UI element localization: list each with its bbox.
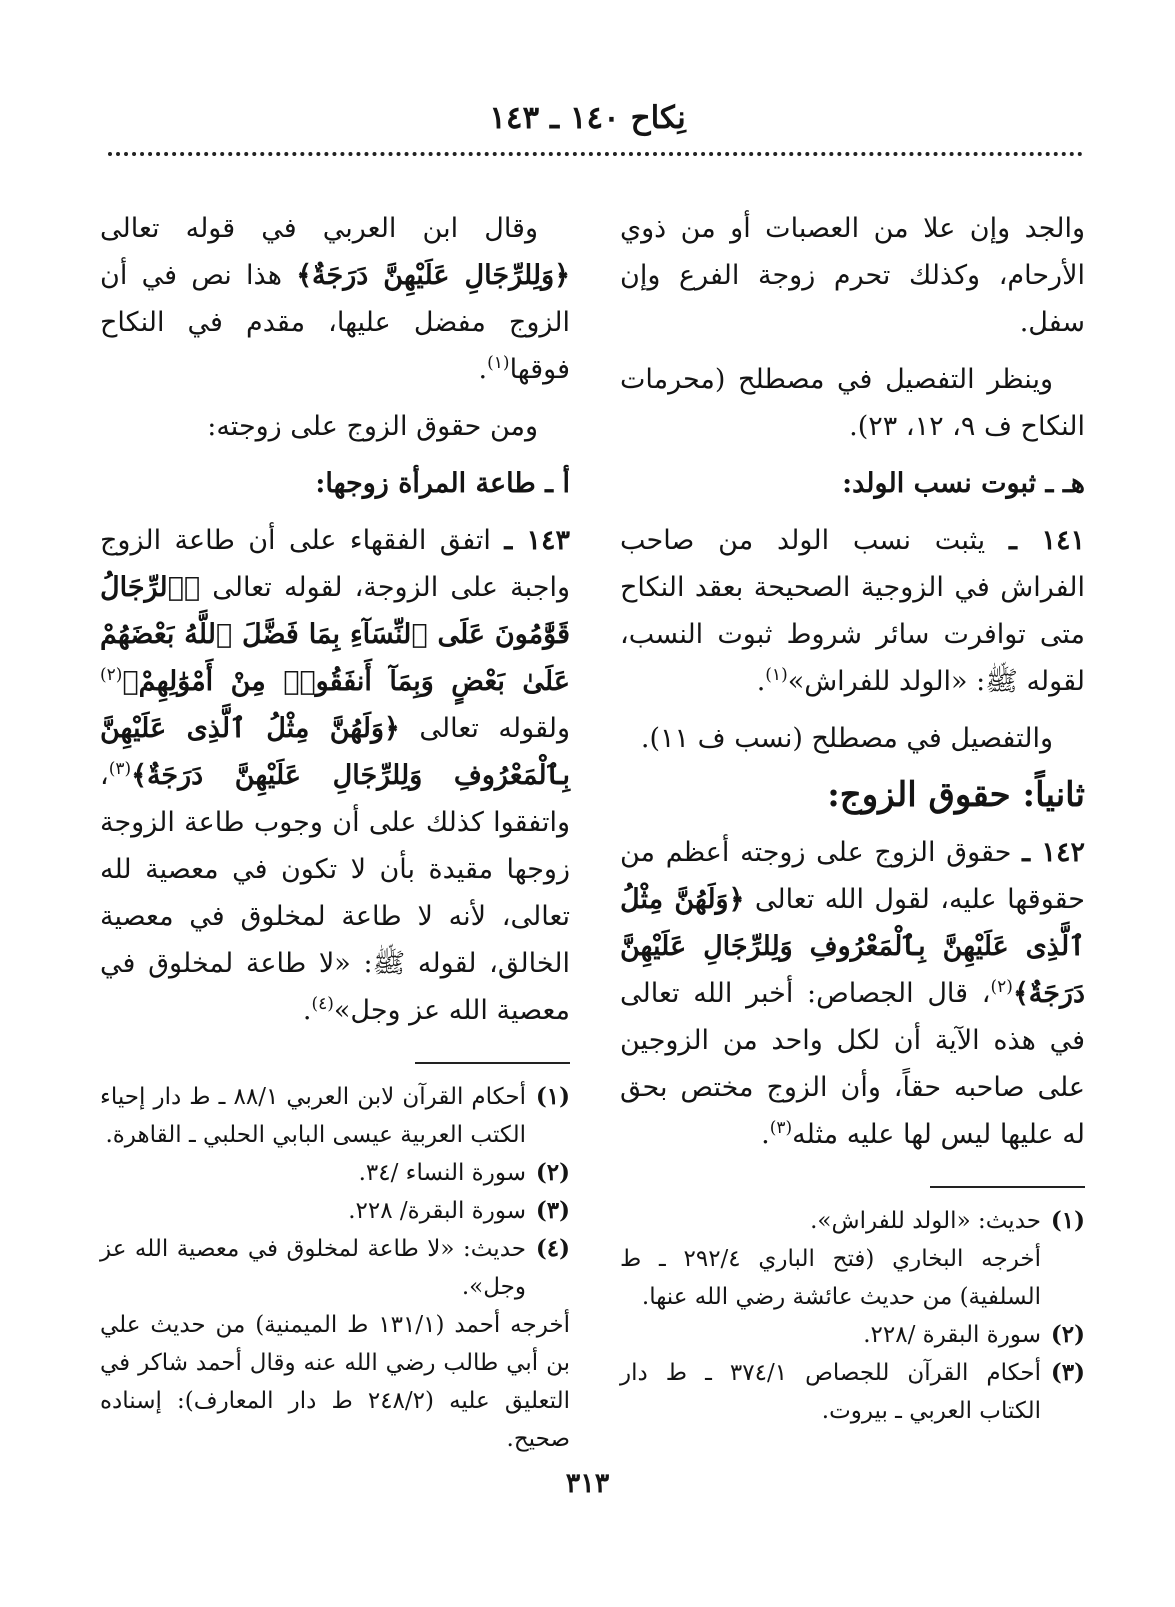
paragraph: ١٤٣ ـ اتفق الفقهاء على أن طاعة الزوج واجبة على الزوجة، لقوله تعالى ﴿ٱلرِّجَالُ قَوَّٰمُونَ عَلَى ٱلنِّسَآءِ بِمَا فَضَّلَ ٱللَّهُ بَعْضَهُمْ عَلَىٰ بَعْضٍ وَبِمَآ أَنفَقُوا۟ مِنْ أَمْوَٰلِهِمْ﴾$^{(٢)}$ ولقوله تعالى ﴿وَلَهُنَّ مِثْلُ ٱلَّذِى عَلَيْهِنَّ بِٱلْمَعْرُوفِ وَلِلرِّجَالِ عَلَيْهِنَّ دَرَجَةٌ﴾$^{(٣)}$، واتفقوا كذلك على أن وجوب طاعة الزوجة زوجها مقيدة بأن لا تكون في معصية لله تعالى، لأنه لا طاعة لمخلوق في معصية الخالق، لقوله ﷺ: «لا طاعة لمخلوق في معصية الله عز وجل»$^{(٤)}$.: [100, 525, 570, 1026]
footnote-text: أحكام القرآن للجصاص ٣٧٤/١ ـ ط دار الكتاب العربي ـ بيروت.: [620, 1360, 1041, 1424]
footnotes: [620, 1202, 1085, 1430]
footnote-text: أخرجه البخاري (فتح الباري ٢٩٢/٤ ـ ط السلفية) من حديث عائشة رضي الله عنها.: [620, 1246, 1041, 1310]
quran-verse: ﴿وَلَهُنَّ مِثْلُ ٱلَّذِى عَلَيْهِنَّ بِٱلْمَعْرُوفِ وَلِلرِّجَالِ عَلَيْهِنَّ دَرَجَةٌ﴾: [620, 884, 1085, 1009]
footnote-ref: (٣): [108, 759, 132, 779]
paragraph-text: هذا نص في أن الزوج مفضل عليها، مقدم في النكاح فوقها: [100, 260, 570, 385]
footnote: [100, 1078, 570, 1154]
paragraph-text: ، واتفقوا كذلك على أن وجوب طاعة الزوجة زوجها مقيدة بأن لا تكون في معصية لله تعالى، لأنه لا طاعة لمخلوق في معصية الخالق، لقوله ﷺ: «لا طاعة لمخلوق في معصية الله عز وجل»: [100, 760, 570, 1026]
footnote-number: (٤): [535, 1235, 570, 1262]
footnote: [620, 1240, 1085, 1316]
footnote-number: (٣): [1050, 1359, 1085, 1386]
footnote: [620, 1354, 1085, 1430]
paragraph: ومن حقوق الزوج على زوجته:: [207, 411, 538, 442]
page-number: ٣١٣: [565, 1468, 610, 1499]
paragraph-text: حقوق الزوج على زوجته أعظم من حقوقها عليه، لقول الله تعالى: [620, 837, 1085, 915]
footnote: [620, 1316, 1085, 1354]
footnote-ref: (١): [487, 353, 510, 373]
running-header: نِكاح ١٤٠ ـ ١٤٣: [489, 100, 686, 136]
quran-verse: ﴿وَلِلرِّجَالِ عَلَيْهِنَّ دَرَجَةٌ﴾: [296, 260, 571, 291]
paragraph: ١٤٢ ـ حقوق الزوج على زوجته أعظم من حقوقها عليه، لقول الله تعالى ﴿وَلَهُنَّ مِثْلُ ٱلَّذِى عَلَيْهِنَّ بِٱلْمَعْرُوفِ وَلِلرِّجَالِ عَلَيْهِنَّ دَرَجَةٌ﴾$^{(٢)}$، قال الجصاص: أخبر الله تعالى في هذه الآية أن لكل واحد من الزوجين على صاحبه حقاً، وأن الزوج مختص بحق له عليها ليس لها عليه مثله$^{(٣)}$.: [620, 837, 1085, 1150]
footnote-number: [1041, 1240, 1085, 1316]
footnote-number: (٢): [1050, 1321, 1085, 1348]
paragraph-number: ١٤١ ـ: [1008, 525, 1086, 556]
subheading: أ ـ طاعة المرأة زوجها:: [315, 468, 570, 499]
paragraph-text: وقال ابن العربي في قوله تعالى: [100, 213, 538, 244]
quran-verse: ﴿ٱلرِّجَالُ قَوَّٰمُونَ عَلَى ٱلنِّسَآءِ بِمَا فَضَّلَ ٱللَّهُ بَعْضَهُمْ عَلَىٰ بَعْضٍ وَبِمَآ أَنفَقُوا۟ مِنْ أَمْوَٰلِهِمْ﴾: [100, 572, 570, 697]
footnote-number: (١): [535, 1083, 570, 1110]
footnote-text: سورة النساء /٣٤.: [358, 1160, 526, 1186]
footnote: [100, 1230, 570, 1306]
paragraph: وينظر التفصيل في مصطلح (محرمات النكاح ف ٩، ١٢، ٢٣).: [620, 364, 1085, 442]
footnote-text: أخرجه أحمد (١٣١/١ ط الميمنية) من حديث علي بن أبي طالب رضي الله عنه وقال أحمد شاكر في التعليق عليه (٢٤٨/٢ ط دار المعارف): إسناده صحيح.: [100, 1312, 571, 1452]
footnote-number: (٢): [535, 1159, 570, 1186]
footnote-ref: (١): [765, 665, 788, 685]
paragraph-text: ، قال الجصاص: أخبر الله تعالى في هذه الآية أن لكل واحد من الزوجين على صاحبه حقاً، وأن الزوج مختص بحق له عليها ليس لها عليه مثله: [620, 978, 1085, 1150]
section-heading: ثانياً: حقوق الزوج:: [827, 775, 1085, 815]
paragraph-number: ١٤٢ ـ: [1022, 837, 1085, 868]
paragraph-text: ولقوله تعالى: [399, 713, 570, 744]
footnote-text: سورة البقرة/ ٢٢٨.: [348, 1198, 526, 1224]
header-dotted-rule: [108, 152, 1083, 162]
paragraph: والجد وإن علا من العصبات أو من ذوي الأرحام، وكذلك تحرم زوجة الفرع وإن سفل.: [620, 213, 1085, 338]
paragraph: ١٤١ ـ يثبت نسب الولد من صاحب الفراش في الزوجية الصحيحة بعقد النكاح متى توافرت سائر شروط ثبوت النسب، لقوله ﷺ: «الولد للفراش»$^{(١)}$.: [620, 525, 1086, 697]
footnote-ref: (٢): [990, 977, 1013, 997]
footnote-ref: (٣): [769, 1118, 793, 1138]
subheading: هـ ـ ثبوت نسب الولد:: [842, 468, 1085, 499]
footnote-text: حديث: «لا طاعة لمخلوق في معصية الله عز وجل».: [100, 1236, 526, 1300]
paragraph-text: اتفق الفقهاء على أن طاعة الزوج واجبة على الزوجة، لقوله تعالى: [100, 525, 570, 603]
paragraph-text: يثبت نسب الولد من صاحب الفراش في الزوجية الصحيحة بعقد النكاح متى توافرت سائر شروط ثبوت النسب، لقوله ﷺ: «الولد للفراش»: [620, 525, 1085, 697]
footnote-separator: [930, 1186, 1085, 1188]
right-column: [620, 205, 1085, 1430]
left-column: [100, 205, 570, 1458]
footnote-separator: [415, 1062, 570, 1064]
footnote: [100, 1192, 570, 1230]
footnote-text: سورة البقرة /٢٢٨.: [863, 1322, 1041, 1348]
footnote: [620, 1202, 1085, 1240]
paragraph: وقال ابن العربي في قوله تعالى ﴿وَلِلرِّجَالِ عَلَيْهِنَّ دَرَجَةٌ﴾ هذا نص في أن الزوج مفضل عليها، مقدم في النكاح فوقها$^{(١)}$.: [100, 213, 571, 385]
footnote-text: أحكام القرآن لابن العربي ٨٨/١ ـ ط دار إحياء الكتب العربية عيسى البابي الحلبي ـ القاهرة.: [100, 1084, 526, 1148]
footnote-ref: (٢): [100, 665, 123, 685]
footnote-number: (١): [1050, 1207, 1085, 1234]
footnote-text: حديث: «الولد للفراش».: [810, 1208, 1041, 1234]
paragraph-number: ١٤٣ ـ: [504, 525, 570, 556]
paragraph: والتفصيل في مصطلح (نسب ف ١١).: [640, 723, 1053, 754]
quran-verse: ﴿وَلَهُنَّ مِثْلُ ٱلَّذِى عَلَيْهِنَّ بِٱلْمَعْرُوفِ وَلِلرِّجَالِ عَلَيْهِنَّ دَرَجَةٌ﴾: [100, 713, 570, 791]
footnote: [100, 1154, 570, 1192]
footnote-ref: (٤): [311, 994, 334, 1014]
footnote-number: (٣): [535, 1197, 570, 1224]
footnotes: [100, 1078, 570, 1458]
